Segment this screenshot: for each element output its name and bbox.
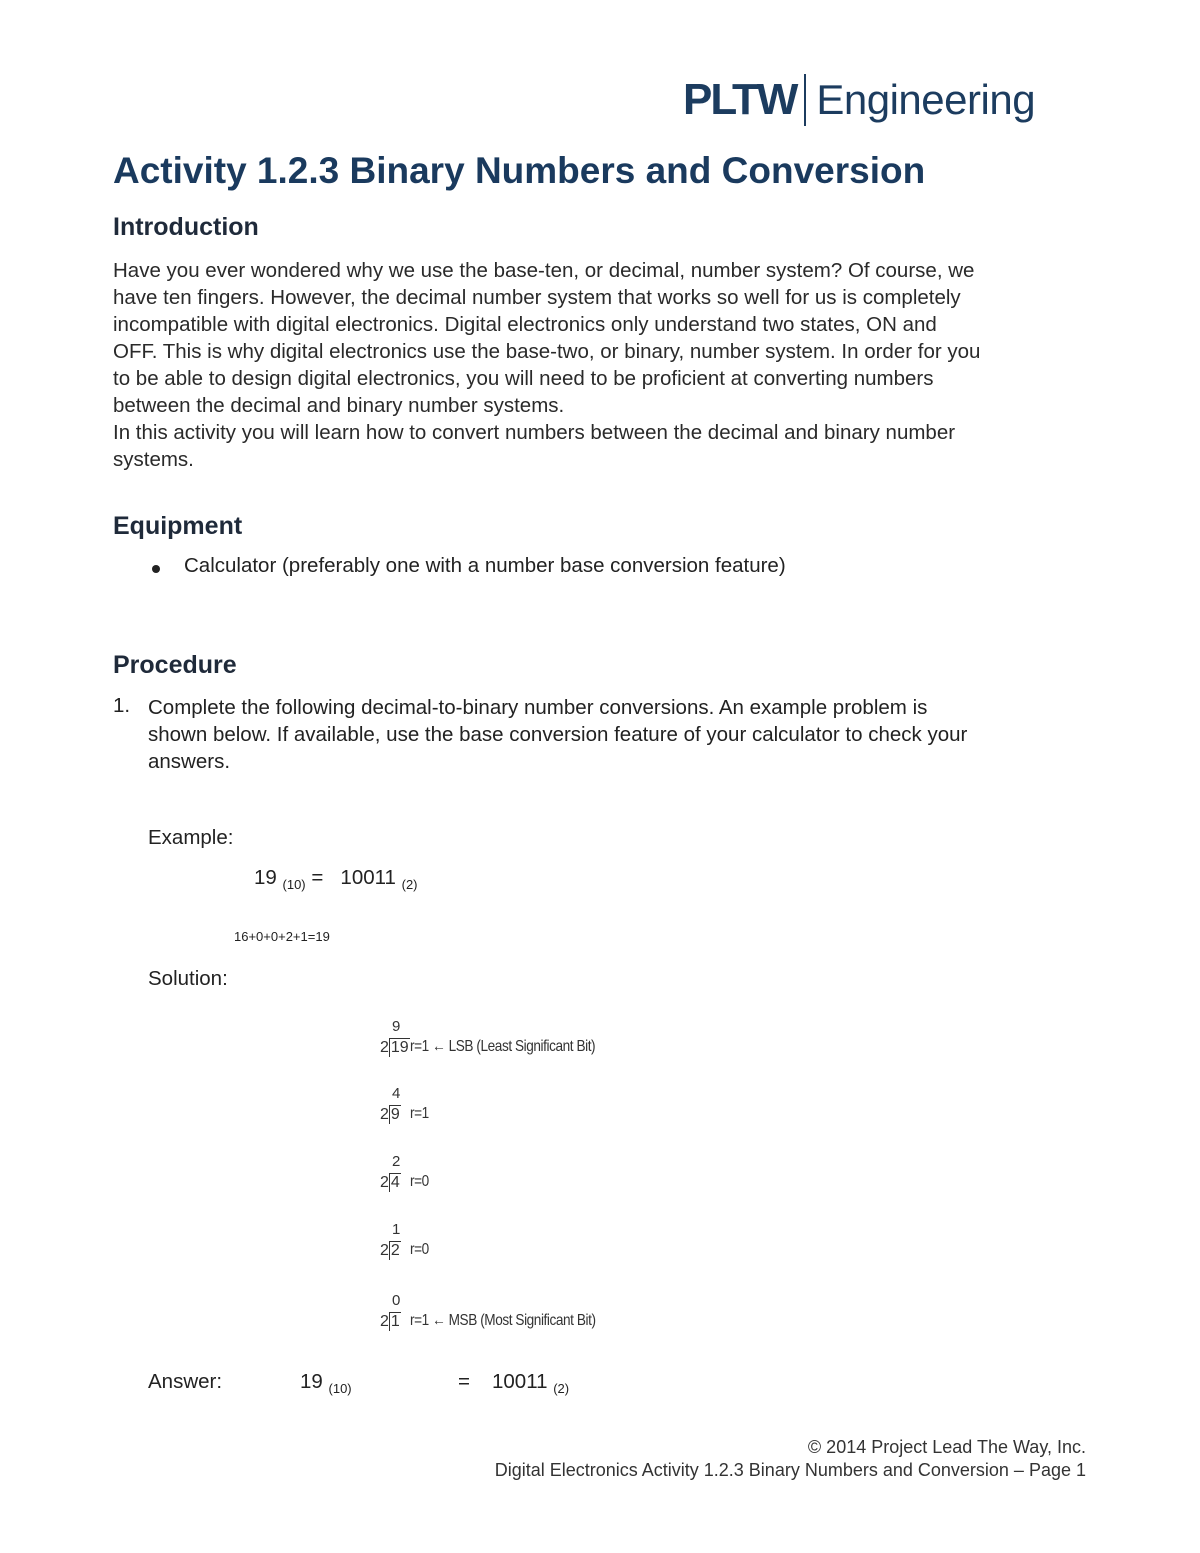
equipment-heading: Equipment — [113, 512, 243, 540]
division-quotient: 0 — [392, 1292, 401, 1309]
division-expression — [380, 1312, 401, 1331]
intro-line: OFF. This is why digital electronics use the base-two, or binary, number system. In order for you — [113, 340, 981, 363]
example-label: Example: — [148, 826, 234, 849]
intro-line: Have you ever wondered why we use the base-ten, or decimal, number system? Of course, we — [113, 259, 975, 282]
footer-copyright: © 2014 Project Lead The Way, Inc. — [807, 1437, 1086, 1457]
intro-line: systems. — [113, 448, 194, 471]
example-binary-base: (2) — [401, 877, 418, 892]
division-divisor: 2 — [380, 1039, 389, 1056]
step-line: shown below. If available, use the base conversion feature of your calculator to check your — [148, 723, 968, 746]
footer-course-line: Digital Electronics Activity 1.2.3 Binary Numbers and Conversion – Page 1 — [494, 1460, 1086, 1480]
division-remainder-note: r=1 — [410, 1105, 429, 1122]
example-decimal: 19 — [254, 866, 277, 889]
division-quotient: 2 — [392, 1153, 401, 1170]
answer-equals: = — [458, 1370, 470, 1393]
answer-decimal-group — [300, 1370, 352, 1394]
intro-line: to be able to design digital electronics, you will need to be proficient at converting numbers — [113, 367, 934, 390]
division-dividend: 9 — [390, 1106, 400, 1123]
example-equation — [254, 866, 418, 890]
intro-line: incompatible with digital electronics. Digital electronics only understand two states, ON and — [113, 313, 937, 336]
answer-decimal: 19 — [300, 1370, 323, 1393]
step-1-text — [148, 694, 1108, 775]
division-dividend: 2 — [390, 1242, 400, 1259]
introduction-paragraph — [113, 257, 1113, 473]
logo-brand: PLTW — [683, 75, 797, 124]
answer-decimal-base: (10) — [328, 1381, 352, 1396]
solution-label: Solution: — [148, 967, 228, 990]
example-binary: 10011 — [340, 866, 396, 889]
division-remainder-note: r=0 — [410, 1173, 429, 1190]
answer-label: Answer: — [148, 1370, 223, 1393]
intro-line: have ten fingers. However, the decimal number system that works so well for us is completely — [113, 286, 961, 309]
example-sum: 16+0+0+2+1=19 — [234, 929, 330, 944]
logo-divider — [804, 74, 806, 126]
division-dividend: 19 — [390, 1039, 409, 1056]
procedure-heading: Procedure — [113, 651, 237, 679]
division-remainder-note: r=0 — [410, 1241, 429, 1258]
division-expression — [380, 1038, 410, 1057]
division-quotient: 9 — [392, 1018, 401, 1035]
division-remainder-note: r=1 ← MSB (Most Significant Bit) — [410, 1312, 596, 1329]
intro-line: In this activity you will learn how to convert numbers between the decimal and binary number — [113, 421, 956, 444]
answer-binary: 10011 — [492, 1370, 548, 1393]
answer-binary-base: (2) — [553, 1381, 570, 1396]
division-dividend: 4 — [390, 1174, 400, 1191]
introduction-heading: Introduction — [113, 213, 259, 241]
equipment-item: Calculator (preferably one with a number base conversion feature) — [184, 554, 786, 577]
division-quotient: 4 — [392, 1085, 401, 1102]
division-dividend: 1 — [390, 1313, 400, 1330]
intro-line: between the decimal and binary number systems. — [113, 394, 565, 417]
division-divisor: 2 — [380, 1313, 389, 1330]
division-expression — [380, 1241, 401, 1260]
step-line: answers. — [148, 750, 231, 773]
bullet-icon — [152, 565, 160, 573]
step-line: Complete the following decimal-to-binary number conversions. An example problem is — [148, 696, 928, 719]
logo-division: Engineering — [816, 76, 1036, 123]
division-divisor: 2 — [380, 1174, 389, 1191]
pltw-engineering-logo — [683, 72, 1035, 128]
step-number: 1. — [113, 694, 131, 717]
division-divisor: 2 — [380, 1106, 389, 1123]
division-expression — [380, 1105, 401, 1124]
page-title: Activity 1.2.3 Binary Numbers and Conversion — [113, 150, 926, 191]
example-decimal-base: (10) — [282, 877, 306, 892]
division-quotient: 1 — [392, 1221, 401, 1238]
division-divisor: 2 — [380, 1242, 389, 1259]
answer-binary-group — [492, 1370, 569, 1394]
division-expression — [380, 1173, 401, 1192]
division-remainder-note: r=1 ← LSB (Least Significant Bit) — [410, 1038, 596, 1055]
example-equals: = — [311, 866, 324, 889]
